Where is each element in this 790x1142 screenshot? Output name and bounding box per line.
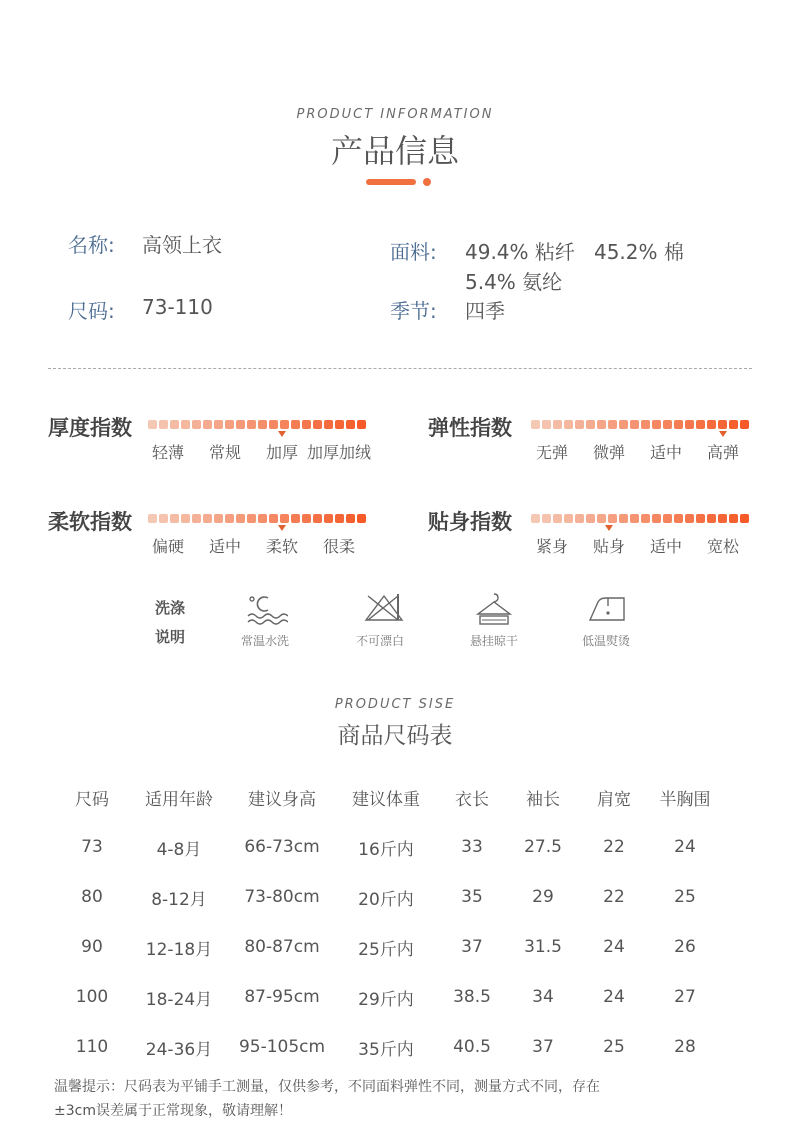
table-cell: 34 xyxy=(532,987,554,1007)
scale-segment xyxy=(652,420,661,429)
scale-segment xyxy=(740,514,749,523)
scale-segment xyxy=(324,514,333,523)
index-level-label: 适中 xyxy=(208,537,241,556)
table-cell: 20斤内 xyxy=(358,889,414,910)
scale-segment xyxy=(324,420,333,429)
scale-segment xyxy=(641,514,650,523)
index-selected-marker xyxy=(278,431,286,437)
index-level-label: 柔软 xyxy=(265,537,298,556)
scale-segment xyxy=(181,514,190,523)
index-level-label: 偏硬 xyxy=(151,537,184,556)
table-cell: 25斤内 xyxy=(358,939,414,960)
index-title: 弹性指数 xyxy=(428,416,512,440)
size-section-title: 商品尺码表 xyxy=(337,723,453,749)
scale-segment xyxy=(630,420,639,429)
table-cell: 90 xyxy=(81,937,103,957)
scale-segment xyxy=(597,514,606,523)
scale-segment xyxy=(170,420,179,429)
table-cell: 26 xyxy=(674,937,696,957)
scale-segment xyxy=(302,420,311,429)
table-row xyxy=(56,922,722,972)
index-level-label: 高弹 xyxy=(706,443,739,462)
table-cell: 100 xyxy=(75,987,109,1007)
name-key: 名称: xyxy=(68,233,115,257)
table-cell: 27 xyxy=(674,987,696,1007)
table-cell: 33 xyxy=(461,837,483,857)
table-header-cell: 尺码 xyxy=(75,789,109,810)
scale-segment xyxy=(192,420,201,429)
scale-segment xyxy=(685,420,694,429)
name-value: 高领上衣 xyxy=(142,233,222,257)
scale-segment xyxy=(192,514,201,523)
table-header-row xyxy=(56,772,722,822)
table-cell: 66-73cm xyxy=(244,837,320,857)
scale-segment xyxy=(663,420,672,429)
scale-segment xyxy=(346,514,355,523)
scale-segment xyxy=(630,514,639,523)
table-cell: 29 xyxy=(532,887,554,907)
fabric-value-line1: 49.4% 粘纤 45.2% 棉 xyxy=(465,240,684,264)
scale-segment xyxy=(674,420,683,429)
table-row xyxy=(56,872,722,922)
scale-segment xyxy=(696,514,705,523)
accent-bar xyxy=(366,179,416,185)
table-row xyxy=(56,972,722,1022)
scale-segment xyxy=(357,514,366,523)
scale-segment xyxy=(236,514,245,523)
index-level-label: 适中 xyxy=(649,443,682,462)
scale-segment xyxy=(531,514,540,523)
index-level-label: 适中 xyxy=(649,537,682,556)
scale-segment xyxy=(586,420,595,429)
scale-segment xyxy=(214,514,223,523)
scale-segment xyxy=(619,420,628,429)
scale-segment xyxy=(225,514,234,523)
table-cell: 80-87cm xyxy=(244,937,320,957)
scale-segment xyxy=(269,420,278,429)
table-row xyxy=(56,822,722,872)
table-header-cell: 建议身高 xyxy=(248,789,316,810)
care-heading-line1: 洗涤 xyxy=(155,599,186,617)
scale-segment xyxy=(214,420,223,429)
table-cell: 28 xyxy=(674,1037,696,1057)
scale-segment xyxy=(346,420,355,429)
table-cell: 24-36月 xyxy=(145,1039,213,1060)
scale-segment xyxy=(729,514,738,523)
scale-segment xyxy=(707,420,716,429)
index-level-label: 宽松 xyxy=(706,537,739,556)
scale-segment xyxy=(357,420,366,429)
scale-segment xyxy=(291,514,300,523)
scale-segment xyxy=(269,514,278,523)
table-cell: 12-18月 xyxy=(145,939,213,960)
care-label-wash: 常温水洗 xyxy=(240,634,289,648)
table-cell: 73-80cm xyxy=(244,887,320,907)
index-title: 厚度指数 xyxy=(48,416,132,440)
section-subtitle-en: PRODUCT INFORMATION xyxy=(296,107,494,122)
table-cell: 22 xyxy=(603,887,625,907)
scale-segment xyxy=(247,420,256,429)
size-table xyxy=(56,772,722,1072)
scale-segment xyxy=(696,420,705,429)
table-cell: 22 xyxy=(603,837,625,857)
scale-segment xyxy=(597,420,606,429)
table-cell: 35斤内 xyxy=(358,1039,414,1060)
care-heading-line2: 说明 xyxy=(155,628,186,646)
table-cell: 4-8月 xyxy=(156,839,202,860)
index-selected-marker xyxy=(605,525,613,531)
scale-segment xyxy=(159,420,168,429)
note-line2: ±3cm误差属于正常现象，敬请理解！ xyxy=(54,1103,292,1119)
page-title: 产品信息 xyxy=(330,132,459,170)
scale-segment xyxy=(608,420,617,429)
table-header-cell: 肩宽 xyxy=(597,789,631,810)
table-cell: 38.5 xyxy=(453,987,491,1007)
hang-dry-icon xyxy=(476,592,512,626)
table-header-cell: 衣长 xyxy=(455,789,489,810)
table-cell: 24 xyxy=(603,987,625,1007)
scale-segment xyxy=(718,514,727,523)
scale-segment xyxy=(291,420,300,429)
scale-segment xyxy=(203,420,212,429)
table-cell: 25 xyxy=(603,1037,625,1057)
scale-segment xyxy=(247,514,256,523)
table-header-cell: 半胸围 xyxy=(659,789,711,810)
index-level-label: 很柔 xyxy=(322,537,355,556)
scale-segment xyxy=(313,514,322,523)
scale-segment xyxy=(170,514,179,523)
table-cell: 18-24月 xyxy=(145,989,213,1010)
scale-segment xyxy=(608,514,617,523)
scale-segment xyxy=(740,420,749,429)
index-level-label: 加厚 xyxy=(265,443,298,462)
index-scale xyxy=(148,420,366,429)
scale-segment xyxy=(575,514,584,523)
scale-segment xyxy=(542,420,551,429)
scale-segment xyxy=(575,420,584,429)
table-cell: 29斤内 xyxy=(358,989,414,1010)
table-cell: 16斤内 xyxy=(358,839,414,860)
scale-segment xyxy=(335,514,344,523)
divider xyxy=(48,368,752,369)
scale-segment xyxy=(181,420,190,429)
index-level-label: 常规 xyxy=(208,443,241,462)
scale-segment xyxy=(718,420,727,429)
scale-segment xyxy=(302,514,311,523)
index-level-label: 无弹 xyxy=(535,443,568,462)
fabric-key: 面料: xyxy=(390,240,437,264)
scale-segment xyxy=(258,420,267,429)
scale-segment xyxy=(641,420,650,429)
table-cell: 24 xyxy=(674,837,696,857)
scale-segment xyxy=(236,420,245,429)
scale-segment xyxy=(619,514,628,523)
scale-segment xyxy=(586,514,595,523)
scale-segment xyxy=(564,514,573,523)
scale-segment xyxy=(674,514,683,523)
index-level-label: 轻薄 xyxy=(151,443,184,462)
table-cell: 8-12月 xyxy=(151,889,207,910)
no-bleach-icon xyxy=(364,592,404,624)
scale-segment xyxy=(313,420,322,429)
season-value: 四季 xyxy=(465,299,505,323)
table-header-cell: 适用年龄 xyxy=(145,789,213,810)
scale-segment xyxy=(652,514,661,523)
table-cell: 31.5 xyxy=(524,937,562,957)
accent-dot xyxy=(423,178,431,186)
table-cell: 35 xyxy=(461,887,483,907)
low-iron-icon xyxy=(588,594,628,624)
table-cell: 80 xyxy=(81,887,103,907)
scale-segment xyxy=(335,420,344,429)
size-section-subtitle-en: PRODUCT SISE xyxy=(334,697,456,712)
scale-segment xyxy=(553,514,562,523)
table-cell: 95-105cm xyxy=(238,1037,326,1057)
table-header-cell: 袖长 xyxy=(526,789,560,810)
scale-segment xyxy=(663,514,672,523)
size-value: 73-110 xyxy=(142,295,213,319)
scale-segment xyxy=(225,420,234,429)
scale-segment xyxy=(258,514,267,523)
scale-segment xyxy=(553,420,562,429)
care-label-hang-dry: 悬挂晾干 xyxy=(469,634,518,648)
scale-segment xyxy=(159,514,168,523)
scale-segment xyxy=(564,420,573,429)
scale-segment xyxy=(148,420,157,429)
table-cell: 25 xyxy=(674,887,696,907)
scale-segment xyxy=(280,420,289,429)
table-cell: 110 xyxy=(75,1037,109,1057)
scale-segment xyxy=(707,514,716,523)
size-key: 尺码: xyxy=(68,299,115,323)
table-cell: 40.5 xyxy=(453,1037,491,1057)
table-cell: 37 xyxy=(532,1037,554,1057)
scale-segment xyxy=(542,514,551,523)
table-cell: 73 xyxy=(81,837,103,857)
table-row xyxy=(56,1022,722,1072)
wash-icon xyxy=(246,594,288,626)
scale-segment xyxy=(729,420,738,429)
season-key: 季节: xyxy=(390,299,437,323)
scale-segment xyxy=(685,514,694,523)
scale-segment xyxy=(280,514,289,523)
index-level-label: 贴身 xyxy=(592,537,625,556)
note-line1: 温馨提示：尺码表为平铺手工测量，仅供参考，不同面料弹性不同，测量方式不同，存在 xyxy=(54,1079,600,1095)
care-label-low-iron: 低温熨烫 xyxy=(581,634,630,648)
index-level-label: 紧身 xyxy=(535,537,568,556)
table-cell: 37 xyxy=(461,937,483,957)
scale-segment xyxy=(148,514,157,523)
table-header-cell: 建议体重 xyxy=(352,789,420,810)
index-level-label: 加厚加绒 xyxy=(306,443,371,462)
table-cell: 87-95cm xyxy=(244,987,320,1007)
scale-segment xyxy=(203,514,212,523)
index-title: 柔软指数 xyxy=(48,510,132,534)
fabric-value-line2: 5.4% 氨纶 xyxy=(465,270,563,294)
index-title: 贴身指数 xyxy=(428,510,512,534)
size-table-body xyxy=(56,822,722,1072)
table-cell: 24 xyxy=(603,937,625,957)
care-label-no-bleach: 不可漂白 xyxy=(355,634,404,648)
index-level-label: 微弹 xyxy=(592,443,625,462)
table-cell: 27.5 xyxy=(524,837,562,857)
index-selected-marker xyxy=(719,431,727,437)
scale-segment xyxy=(531,420,540,429)
index-selected-marker xyxy=(278,525,286,531)
index-scale xyxy=(148,514,366,523)
index-scale xyxy=(531,514,749,523)
index-scale xyxy=(531,420,749,429)
